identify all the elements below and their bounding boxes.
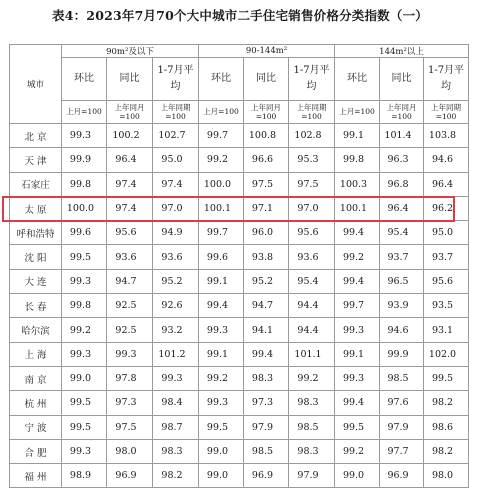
index-value: 99.2 [199, 366, 244, 390]
base-label: 上年同期=100 [289, 101, 335, 124]
index-value: 96.9 [107, 464, 153, 488]
index-value: 101.4 [380, 124, 424, 148]
index-value: 95.4 [380, 221, 424, 245]
index-value: 98.3 [289, 391, 335, 415]
index-value: 94.4 [289, 294, 335, 318]
index-value: 102.7 [153, 124, 199, 148]
city-name: 大 连 [10, 269, 62, 293]
index-value: 100.2 [107, 124, 153, 148]
index-value: 93.6 [289, 245, 335, 269]
index-value: 96.8 [380, 172, 424, 196]
index-value: 96.9 [244, 464, 289, 488]
index-value: 96.0 [244, 221, 289, 245]
index-value: 99.5 [335, 415, 380, 439]
city-name: 北 京 [10, 124, 62, 148]
index-value: 95.4 [289, 269, 335, 293]
base-label: 上年同期=100 [424, 101, 469, 124]
index-value: 100.1 [335, 196, 380, 220]
city-name: 呼和浩特 [10, 221, 62, 245]
index-value: 99.3 [335, 366, 380, 390]
city-name: 南 京 [10, 366, 62, 390]
column-header: 同比 [380, 58, 424, 101]
index-value: 97.7 [380, 439, 424, 463]
index-value: 98.2 [424, 439, 469, 463]
index-value: 98.3 [153, 439, 199, 463]
index-value: 92.5 [107, 318, 153, 342]
index-value: 97.8 [107, 366, 153, 390]
city-name: 杭 州 [10, 391, 62, 415]
index-value: 98.5 [244, 439, 289, 463]
table-row [10, 342, 469, 366]
index-value: 94.6 [424, 148, 469, 172]
city-name: 合 肥 [10, 439, 62, 463]
index-value: 97.4 [107, 172, 153, 196]
index-value: 93.8 [244, 245, 289, 269]
table-row [10, 148, 469, 172]
index-value: 99.3 [153, 366, 199, 390]
column-header: 同比 [244, 58, 289, 101]
index-value: 93.7 [424, 245, 469, 269]
column-header: 1-7月平均 [153, 58, 199, 101]
index-value: 99.1 [335, 342, 380, 366]
index-value: 93.6 [153, 245, 199, 269]
table-row [10, 221, 469, 245]
index-value: 98.0 [107, 439, 153, 463]
city-name: 沈 阳 [10, 245, 62, 269]
index-value: 99.0 [335, 464, 380, 488]
index-value: 99.3 [62, 439, 107, 463]
index-value: 97.5 [244, 172, 289, 196]
index-value: 98.4 [153, 391, 199, 415]
city-name: 天 津 [10, 148, 62, 172]
index-value: 93.9 [380, 294, 424, 318]
table-row [10, 269, 469, 293]
index-value: 93.5 [424, 294, 469, 318]
index-value: 95.0 [153, 148, 199, 172]
base-label: 上年同月=100 [244, 101, 289, 124]
index-value: 96.4 [424, 172, 469, 196]
table-row [10, 415, 469, 439]
index-value: 95.6 [107, 221, 153, 245]
index-value: 100.0 [62, 196, 107, 220]
index-value: 100.8 [244, 124, 289, 148]
column-header: 环比 [335, 58, 380, 101]
index-value: 101.2 [153, 342, 199, 366]
index-value: 99.2 [62, 318, 107, 342]
base-label: 上月=100 [335, 101, 380, 124]
index-value: 97.1 [244, 196, 289, 220]
index-value: 97.9 [380, 415, 424, 439]
index-value: 94.7 [244, 294, 289, 318]
index-value: 98.2 [424, 391, 469, 415]
base-label: 上年同月=100 [107, 101, 153, 124]
table-row [10, 464, 469, 488]
index-value: 94.7 [107, 269, 153, 293]
index-value: 99.8 [335, 148, 380, 172]
index-value: 99.0 [62, 366, 107, 390]
index-value: 99.9 [62, 148, 107, 172]
index-value: 99.5 [62, 245, 107, 269]
group-header: 90m²及以下 [62, 45, 199, 58]
index-value: 98.9 [62, 464, 107, 488]
city-name: 上 海 [10, 342, 62, 366]
table-row [10, 366, 469, 390]
index-value: 102.0 [424, 342, 469, 366]
base-label: 上月=100 [62, 101, 107, 124]
base-label: 上年同月=100 [380, 101, 424, 124]
index-value: 100.1 [199, 196, 244, 220]
group-header: 90-144m² [199, 45, 335, 58]
index-value: 97.3 [244, 391, 289, 415]
index-value: 99.7 [199, 124, 244, 148]
index-value: 97.0 [153, 196, 199, 220]
table-row [10, 391, 469, 415]
index-value: 99.2 [335, 439, 380, 463]
table-row [10, 124, 469, 148]
index-value: 100.0 [199, 172, 244, 196]
index-value: 99.3 [335, 318, 380, 342]
city-name: 宁 波 [10, 415, 62, 439]
index-value: 97.5 [107, 415, 153, 439]
index-value: 102.8 [289, 124, 335, 148]
city-name: 福 州 [10, 464, 62, 488]
index-value: 98.7 [153, 415, 199, 439]
index-value: 99.0 [199, 464, 244, 488]
index-value: 98.5 [289, 415, 335, 439]
index-value: 96.4 [380, 196, 424, 220]
index-value: 95.0 [424, 221, 469, 245]
table-title: 表4：2023年7月70个大中城市二手住宅销售价格分类指数（一） [52, 8, 428, 23]
table-row [10, 294, 469, 318]
index-value: 96.5 [380, 269, 424, 293]
table-row [10, 196, 469, 220]
index-value: 96.6 [244, 148, 289, 172]
index-value: 94.6 [380, 318, 424, 342]
index-value: 93.6 [107, 245, 153, 269]
index-value: 99.4 [244, 342, 289, 366]
city-name: 哈尔滨 [10, 318, 62, 342]
index-value: 99.0 [199, 439, 244, 463]
column-header: 环比 [62, 58, 107, 101]
index-value: 99.6 [199, 245, 244, 269]
index-value: 99.1 [335, 124, 380, 148]
index-value: 94.1 [244, 318, 289, 342]
index-value: 96.9 [380, 464, 424, 488]
index-value: 99.3 [62, 342, 107, 366]
index-value: 95.6 [424, 269, 469, 293]
city-name: 石家庄 [10, 172, 62, 196]
index-value: 99.3 [199, 391, 244, 415]
index-value: 95.2 [244, 269, 289, 293]
column-header: 同比 [107, 58, 153, 101]
group-header: 144m²以上 [335, 45, 469, 58]
index-value: 95.3 [289, 148, 335, 172]
index-value: 93.2 [153, 318, 199, 342]
table-row [10, 439, 469, 463]
index-value: 96.4 [107, 148, 153, 172]
index-value: 99.1 [199, 269, 244, 293]
index-value: 92.6 [153, 294, 199, 318]
index-value: 98.2 [153, 464, 199, 488]
index-value: 99.4 [335, 221, 380, 245]
index-value: 93.1 [424, 318, 469, 342]
index-value: 94.9 [153, 221, 199, 245]
index-value: 99.5 [62, 415, 107, 439]
index-value: 99.8 [62, 172, 107, 196]
index-value: 97.3 [107, 391, 153, 415]
index-value: 94.4 [289, 318, 335, 342]
index-value: 99.2 [289, 366, 335, 390]
city-name: 长 春 [10, 294, 62, 318]
price-index-table [9, 44, 469, 488]
index-value: 97.4 [153, 172, 199, 196]
index-value: 99.3 [62, 269, 107, 293]
base-label: 上年同期=100 [153, 101, 199, 124]
index-value: 99.5 [199, 415, 244, 439]
index-value: 98.0 [424, 464, 469, 488]
index-value: 99.8 [62, 294, 107, 318]
index-value: 98.6 [424, 415, 469, 439]
index-value: 101.1 [289, 342, 335, 366]
index-value: 95.2 [153, 269, 199, 293]
index-value: 99.5 [62, 391, 107, 415]
index-value: 97.6 [380, 391, 424, 415]
index-value: 97.9 [289, 464, 335, 488]
index-value: 99.3 [107, 342, 153, 366]
index-value: 98.3 [289, 439, 335, 463]
index-value: 99.1 [199, 342, 244, 366]
index-value: 99.9 [380, 342, 424, 366]
index-value: 99.4 [199, 294, 244, 318]
table-row [10, 172, 469, 196]
index-value: 96.2 [424, 196, 469, 220]
index-value: 97.9 [244, 415, 289, 439]
column-header: 环比 [199, 58, 244, 101]
index-value: 99.2 [199, 148, 244, 172]
index-value: 99.4 [335, 391, 380, 415]
index-value: 99.2 [335, 245, 380, 269]
index-value: 99.7 [335, 294, 380, 318]
base-label: 上月=100 [199, 101, 244, 124]
index-value: 99.3 [199, 318, 244, 342]
index-value: 96.3 [380, 148, 424, 172]
column-header: 1-7月平均 [289, 58, 335, 101]
index-value: 99.3 [62, 124, 107, 148]
index-value: 103.8 [424, 124, 469, 148]
index-value: 99.5 [424, 366, 469, 390]
city-header: 城市 [10, 45, 62, 124]
index-value: 99.7 [199, 221, 244, 245]
index-value: 97.0 [289, 196, 335, 220]
index-value: 99.6 [62, 221, 107, 245]
index-value: 95.6 [289, 221, 335, 245]
index-value: 92.5 [107, 294, 153, 318]
table-row [10, 318, 469, 342]
index-value: 97.4 [107, 196, 153, 220]
index-value: 93.7 [380, 245, 424, 269]
index-value: 98.5 [380, 366, 424, 390]
index-value: 97.5 [289, 172, 335, 196]
index-value: 99.4 [335, 269, 380, 293]
column-header: 1-7月平均 [424, 58, 469, 101]
index-value: 98.3 [244, 366, 289, 390]
city-name: 太 原 [10, 196, 62, 220]
table-row [10, 245, 469, 269]
index-value: 100.3 [335, 172, 380, 196]
